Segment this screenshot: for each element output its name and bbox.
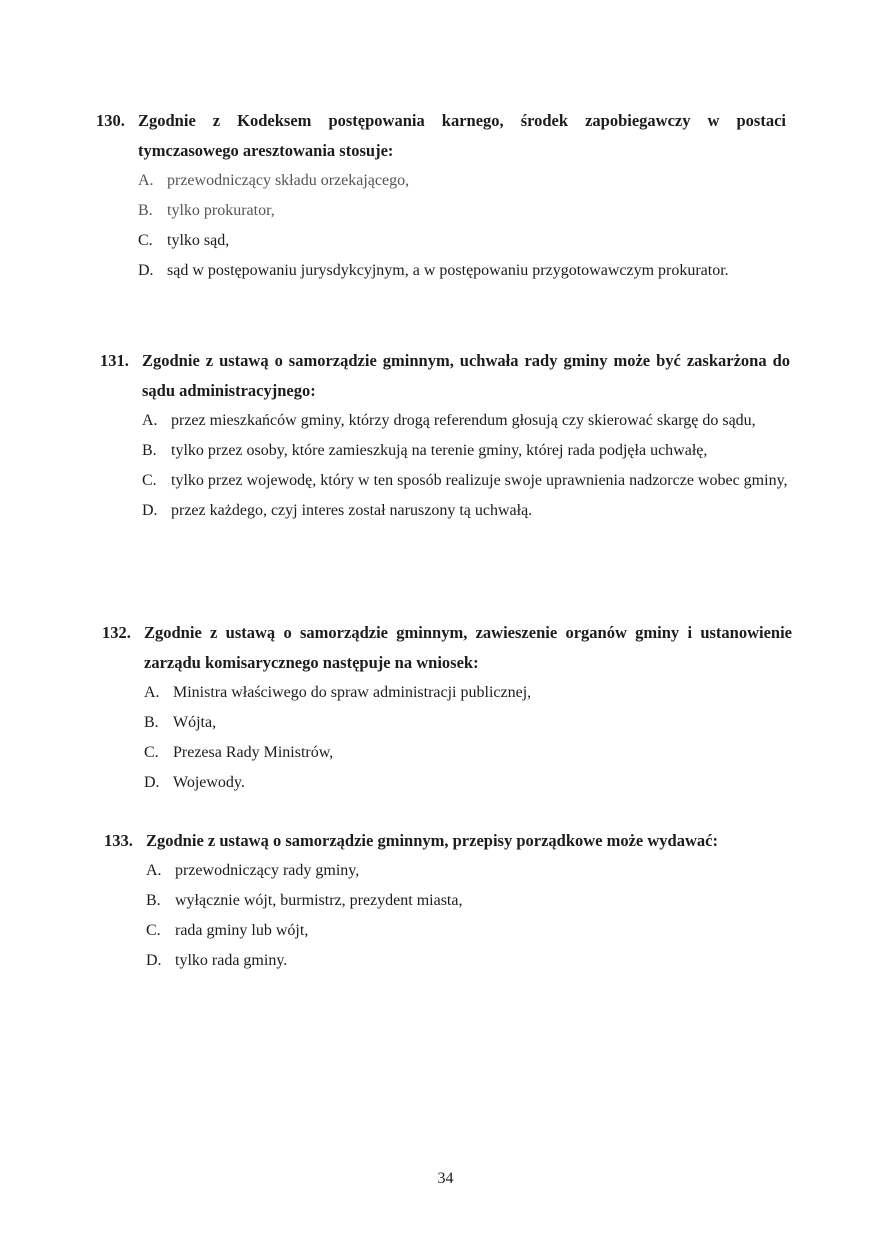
option-text: przez każdego, czyj interes został naruszony tą uchwałą. xyxy=(171,502,533,519)
question-number: 131. xyxy=(100,351,129,370)
question-number: 130. xyxy=(96,111,125,130)
option-letter: A. xyxy=(142,412,158,429)
option-letter: B. xyxy=(142,442,157,459)
option-letter: A. xyxy=(144,684,160,701)
option-text: przewodniczący rady gminy, xyxy=(175,862,360,879)
option-letter: D. xyxy=(144,774,160,791)
question-131 xyxy=(100,346,790,526)
question-132 xyxy=(102,618,792,798)
option-letter: A. xyxy=(146,862,162,879)
page-number: 34 xyxy=(437,1170,454,1187)
question-header xyxy=(96,106,786,166)
option-letter: C. xyxy=(142,472,157,489)
option-letter: B. xyxy=(146,892,161,909)
option-b xyxy=(144,708,792,738)
option-text: tylko sąd, xyxy=(167,232,230,249)
option-letter: C. xyxy=(144,744,159,761)
option-c xyxy=(144,738,792,768)
option-text: Prezesa Rady Ministrów, xyxy=(173,744,334,761)
option-letter: B. xyxy=(138,202,153,219)
question-header xyxy=(102,618,792,678)
option-letter: D. xyxy=(138,262,154,279)
option-text: tylko przez osoby, które zamieszkują na terenie gminy, której rada podjęła uchwałę, xyxy=(171,442,708,459)
option-letter: D. xyxy=(146,952,162,969)
option-text: rada gminy lub wójt, xyxy=(175,922,309,939)
option-text: Ministra właściwego do spraw administracji publicznej, xyxy=(173,684,532,701)
option-text: sąd w postępowaniu jurysdykcyjnym, a w postępowaniu przygotowawczym prokurator. xyxy=(167,262,729,279)
option-d xyxy=(146,946,794,976)
option-letter: C. xyxy=(138,232,153,249)
option-text: Wojewody. xyxy=(173,774,245,791)
option-d xyxy=(142,496,790,526)
option-c xyxy=(146,916,794,946)
option-letter: A. xyxy=(138,172,154,189)
question-133 xyxy=(104,826,794,976)
option-d xyxy=(138,256,786,286)
option-c xyxy=(142,466,790,496)
question-text: Zgodnie z ustawą o samorządzie gminnym, uchwała rady gminy może być zaskarżona do sądu administracyjnego: xyxy=(142,351,790,400)
option-d xyxy=(144,768,792,798)
option-letter: D. xyxy=(142,502,158,519)
question-text: Zgodnie z Kodeksem postępowania karnego, środek zapobiegawczy w postaci tymczasowego aresztowania stosuje: xyxy=(138,111,786,160)
option-text: przewodniczący składu orzekającego, xyxy=(167,172,410,189)
option-a xyxy=(146,856,794,886)
option-a xyxy=(144,678,792,708)
option-text: Wójta, xyxy=(173,714,217,731)
option-b xyxy=(142,436,790,466)
option-b xyxy=(146,886,794,916)
option-a xyxy=(138,166,786,196)
option-text: tylko przez wojewodę, który w ten sposób realizuje swoje uprawnienia nadzorcze wobec gminy, xyxy=(171,472,788,489)
question-header xyxy=(100,346,790,406)
option-c xyxy=(138,226,786,256)
option-text: wyłącznie wójt, burmistrz, prezydent miasta, xyxy=(175,892,463,909)
option-b xyxy=(138,196,786,226)
option-letter: C. xyxy=(146,922,161,939)
question-number: 132. xyxy=(102,623,131,642)
option-text: tylko prokurator, xyxy=(167,202,275,219)
question-number: 133. xyxy=(104,831,133,850)
question-text: Zgodnie z ustawą o samorządzie gminnym, zawieszenie organów gminy i ustanowienie zarządu komisarycznego następuje na wniosek: xyxy=(144,623,792,672)
question-header xyxy=(104,826,794,856)
question-text: Zgodnie z ustawą o samorządzie gminnym, przepisy porządkowe może wydawać: xyxy=(146,831,718,850)
option-letter: B. xyxy=(144,714,159,731)
option-text: tylko rada gminy. xyxy=(175,952,288,969)
option-text: przez mieszkańców gminy, którzy drogą referendum głosują czy skierować skargę do sądu, xyxy=(171,412,756,429)
option-a xyxy=(142,406,790,436)
question-130 xyxy=(96,106,786,286)
